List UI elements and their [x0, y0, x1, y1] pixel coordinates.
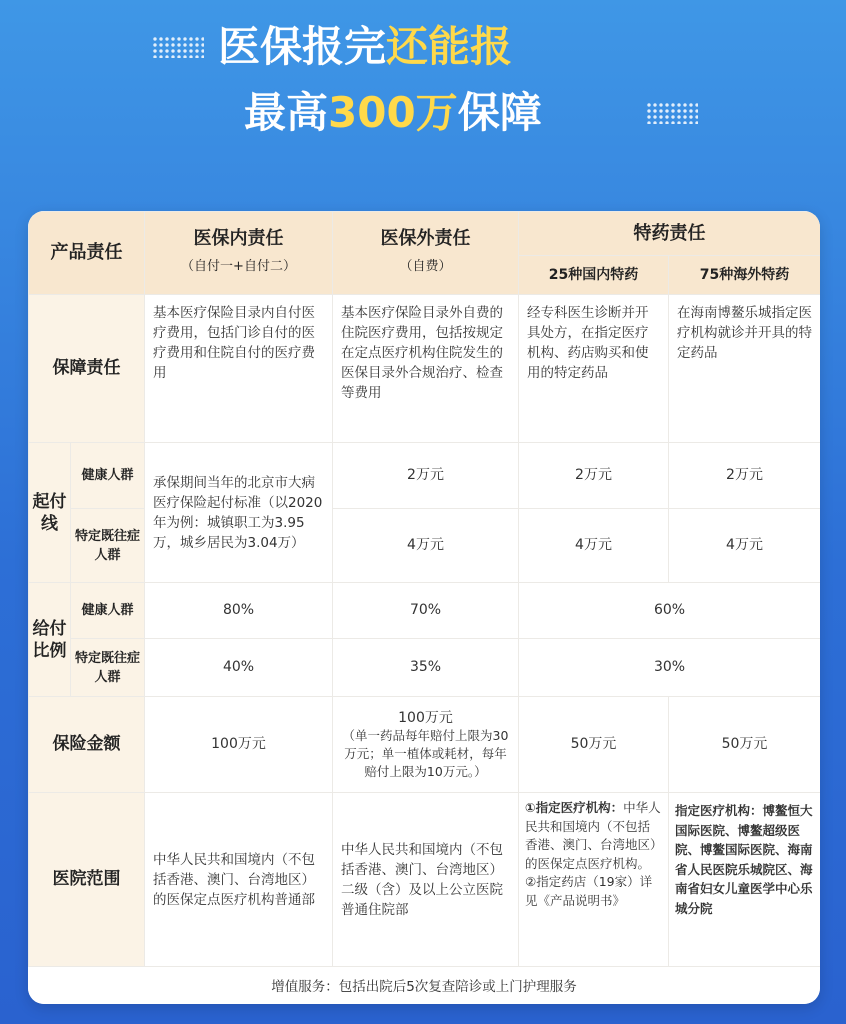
coverage-inner: 基本医疗保险目录内自付医疗费用，包括门诊自付的医疗费用和住院自付的医疗费用	[145, 295, 333, 443]
hospital-overseas-title: 指定医疗机构：	[675, 803, 763, 818]
header-drug-overseas: 75种海外特药	[669, 256, 821, 295]
amount-row	[29, 697, 821, 793]
value-added-footer: 增值服务：包括出院后5次复查陪诊或上门护理服务	[28, 967, 820, 1004]
decor-dots-left	[152, 36, 204, 58]
header-row	[29, 212, 821, 256]
amount-outer-value: 100万元	[398, 709, 453, 726]
hero-title-white: 医保报完	[218, 22, 387, 71]
coverage-table	[28, 211, 820, 967]
hospital-inner: 中华人民共和国境内（不包括香港、澳门、台湾地区）的医保定点医疗机构普通部	[145, 793, 333, 967]
header-drug-domestic: 25种国内特药	[519, 256, 669, 295]
hero-subtitle-white-b: 保障	[457, 88, 542, 137]
hospital-domestic-b-text: ②指定药店（19家）详见《产品说明书》	[525, 874, 653, 908]
deductible-overseas-pre: 4万元	[669, 509, 821, 583]
ratio-outer-healthy: 70%	[333, 583, 519, 639]
ratio-pre-row	[29, 639, 821, 697]
deductible-outer-pre: 4万元	[333, 509, 519, 583]
coverage-domestic: 经专科医生诊断并开具处方，在指定医疗机构、药店购买和使用的特定药品	[519, 295, 669, 443]
header-drug: 特药责任	[519, 212, 821, 256]
hospital-label: 医院范围	[29, 793, 145, 967]
header-inner-title: 医保内责任	[193, 228, 284, 249]
ratio-pre-label: 特定既往症人群	[71, 639, 145, 697]
hospital-row	[29, 793, 821, 967]
header-outer-title: 医保外责任	[380, 228, 471, 249]
deductible-outer-healthy: 2万元	[333, 443, 519, 509]
coverage-label: 保障责任	[29, 295, 145, 443]
header-inner-sub: （自付一+自付二）	[181, 259, 296, 274]
deductible-domestic-healthy: 2万元	[519, 443, 669, 509]
hospital-overseas	[669, 793, 821, 967]
header-outer-sub: （自费）	[399, 259, 452, 274]
ratio-drug-pre: 30%	[519, 639, 821, 697]
coverage-overseas: 在海南博鳌乐城指定医疗机构就诊并开具的特定药品	[669, 295, 821, 443]
hero-title-accent: 还能报	[386, 22, 513, 71]
hospital-domestic-a-title: ①指定医疗机构：	[525, 800, 624, 815]
amount-outer-note: （单一药品每年赔付上限为30万元；单一植体或耗材，每年赔付上限为10万元。）	[342, 727, 509, 779]
deductible-pre-label: 特定既往症人群	[71, 509, 145, 583]
coverage-row	[29, 295, 821, 443]
amount-inner: 100万元	[145, 697, 333, 793]
ratio-healthy-row	[29, 583, 821, 639]
decor-dots-right	[646, 102, 698, 124]
deductible-label: 起付线	[29, 443, 71, 583]
deductible-healthy-label: 健康人群	[71, 443, 145, 509]
deductible-overseas-healthy: 2万元	[669, 443, 821, 509]
ratio-outer-pre: 35%	[333, 639, 519, 697]
ratio-inner-healthy: 80%	[145, 583, 333, 639]
hero-subtitle-white-a: 最高	[244, 88, 329, 137]
amount-overseas: 50万元	[669, 697, 821, 793]
ratio-drug-healthy: 60%	[519, 583, 821, 639]
header-product: 产品责任	[29, 212, 145, 295]
amount-domestic: 50万元	[519, 697, 669, 793]
deductible-domestic-pre: 4万元	[519, 509, 669, 583]
deductible-inner: 承保期间当年的北京市大病医疗保险起付标准（以2020年为例：城镇职工为3.95万，城乡居民为3.04万）	[145, 443, 333, 583]
hero-title-line2	[244, 88, 542, 138]
header-outer	[333, 212, 519, 295]
amount-outer	[333, 697, 519, 793]
hospital-overseas-text: 博鳌恒大国际医院、博鳌超级医院、博鳌国际医院、海南省人民医院乐城院区、海南省妇女儿童医学中心乐城分院	[675, 803, 813, 916]
ratio-healthy-label: 健康人群	[71, 583, 145, 639]
amount-label: 保险金额	[29, 697, 145, 793]
hero-title-line1	[218, 22, 512, 72]
hospital-outer: 中华人民共和国境内（不包括香港、澳门、台湾地区）二级（含）及以上公立医院普通住院部	[333, 793, 519, 967]
ratio-inner-pre: 40%	[145, 639, 333, 697]
coverage-outer: 基本医疗保险目录外自费的住院医疗费用，包括按规定在定点医疗机构住院发生的医保目录外合规治疗、检查等费用	[333, 295, 519, 443]
coverage-table-card	[28, 211, 820, 1004]
hero-banner	[0, 0, 846, 200]
ratio-label: 给付比例	[29, 583, 71, 697]
header-inner	[145, 212, 333, 295]
hero-subtitle-accent: 300万	[328, 88, 458, 137]
deductible-healthy-row	[29, 443, 821, 509]
hospital-domestic	[519, 793, 669, 967]
hospital-domestic-a-text: 中华人民共和国境内（不包括香港、澳门、台湾地区）的医保定点医疗机构。	[525, 800, 661, 871]
